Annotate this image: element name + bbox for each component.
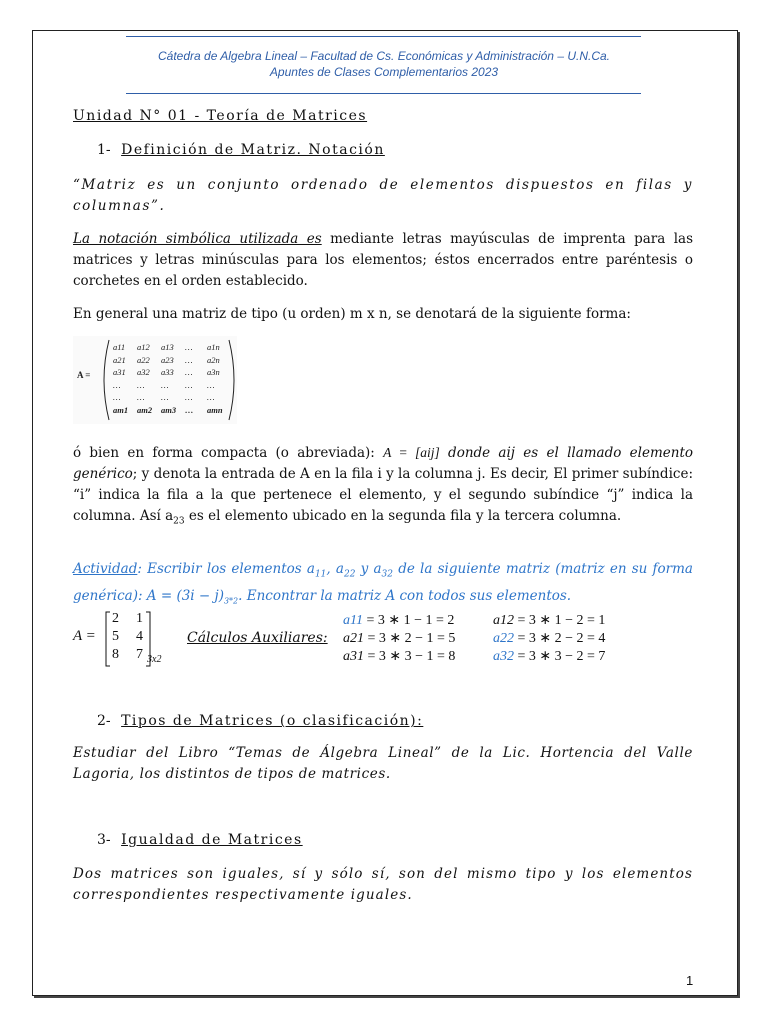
activity-sub-2: 22 [343, 569, 356, 580]
generic-matrix-cell: a3n [207, 367, 220, 377]
result-matrix-cell: 4 [136, 629, 143, 644]
activity-label: Actividad [73, 561, 138, 577]
compact-form-paragraph [73, 442, 693, 533]
matrix-label: A = [77, 370, 91, 380]
calculation-expression: = 3 ∗ 2 − 1 = 5 [364, 631, 456, 646]
notation-paragraph [73, 229, 693, 292]
generic-matrix-cell: a2n [207, 354, 220, 365]
generic-matrix-cell: a21 [113, 354, 126, 365]
generic-matrix-cell: … [161, 392, 169, 402]
generic-matrix-cell: am2 [137, 404, 153, 415]
calculation-a21 [343, 630, 455, 647]
result-matrix-cell: 1 [136, 611, 143, 626]
generic-matrix-cell: … [185, 342, 193, 352]
result-matrix-order: 3x2 [147, 654, 162, 665]
generic-matrix-cell: am3 [161, 404, 177, 415]
generic-matrix-cell: … [185, 392, 193, 402]
calculation-name: a32 [493, 649, 514, 664]
generic-matrix-cell: amn [207, 404, 223, 415]
activity-sub-3: 32 [381, 569, 393, 580]
generic-matrix-cell: a33 [161, 367, 174, 377]
calculation-name: a11 [343, 613, 363, 628]
generic-matrix-cell: a32 [137, 367, 150, 377]
general-form-text: En general una matriz de tipo (u orden) m x n, se denotará de la siguiente forma: [73, 306, 631, 322]
generic-matrix-cell: … [185, 404, 194, 415]
calculation-a31 [343, 648, 455, 665]
result-matrix-cell: 5 [112, 629, 119, 644]
compact-text-2: donde aij es el llamado elemento genérico [73, 445, 693, 482]
result-matrix-cell: 2 [112, 611, 119, 626]
unit-title: Unidad N° 01 - Teoría de Matrices [73, 108, 368, 124]
generic-matrix-cell: … [207, 379, 215, 390]
calculation-expression: = 3 ∗ 2 − 2 = 4 [514, 631, 606, 646]
activity-text-3: y a [355, 561, 382, 577]
calculation-name: a22 [493, 631, 514, 646]
generic-matrix-cell: … [207, 392, 215, 402]
section-3-heading [97, 832, 303, 848]
calculation-name: a31 [343, 649, 364, 664]
section-2-text: Estudiar del Libro “Temas de Álgebra Lineal” de la Lic. Hortencia del Valle Lagoria, los distintos de tipos de matrices. [73, 745, 693, 782]
notation-rest: mediante letras mayúsculas de imprenta para las matrices y letras minúsculas para los elementos; éstos encerrados entre paréntesis o corchetes en el orden establecido. [73, 231, 693, 289]
generic-matrix-cell: a22 [137, 354, 150, 365]
activity-paragraph [73, 559, 693, 611]
generic-matrix-cell: … [185, 354, 193, 365]
generic-matrix-cell: … [137, 392, 145, 402]
calculation-name: a21 [343, 631, 364, 646]
header-bottom-rule [126, 93, 641, 94]
generic-matrix-cell: a23 [161, 354, 174, 365]
result-matrix [104, 610, 152, 668]
section-3-title: Igualdad de Matrices [121, 832, 303, 848]
result-matrix-label: A = [73, 628, 96, 644]
activity-text-2: , a [326, 561, 344, 577]
generic-matrix-cell: … [185, 379, 193, 390]
activity-text-4: de la siguiente matriz (matriz en su forma genérica): A = (3i − j) [73, 561, 693, 604]
generic-matrix-cell: … [161, 379, 169, 390]
section-3-number: 3- [97, 832, 111, 848]
section-1-number: 1- [97, 142, 111, 158]
calculation-expression: = 3 ∗ 1 − 2 = 1 [514, 613, 606, 628]
calculation-expression: = 3 ∗ 1 − 1 = 2 [362, 613, 455, 628]
generic-matrix-cell: a12 [137, 342, 150, 352]
activity-sub-1: 11 [314, 569, 327, 580]
compact-text-1: ó bien en forma compacta (o abreviada): [73, 445, 384, 461]
result-matrix-cell: 7 [136, 647, 143, 662]
header-line-1: Cátedra de Algebra Lineal – Facultad de Cs. Económicas y Administración – U.N.Ca. [158, 49, 610, 63]
generic-matrix-cell: … [113, 392, 121, 402]
generic-matrix-cell: … [185, 367, 193, 377]
auxiliary-calculations-label: Cálculos Auxiliares: [187, 630, 328, 646]
page-number: 1 [686, 973, 694, 988]
calculation-a32 [493, 648, 605, 665]
compact-formula: A = [aij] [383, 445, 440, 460]
compact-text-3: ; y denota la entrada de A en la fila i y la columna j. Es decir, El primer subíndice: “i” indica la fila a la que pertenece el elemento, y el segundo subíndice “j” indica la columna. Así a [73, 466, 693, 524]
generic-matrix-figure [73, 336, 237, 424]
compact-subscript: 23 [173, 516, 185, 527]
calculation-a11 [343, 612, 454, 629]
generic-matrix-cell: a31 [113, 367, 126, 377]
generic-matrix-cell: … [113, 379, 121, 390]
section-2-title: Tipos de Matrices (o clasificación): [121, 713, 424, 729]
activity-order-sub: 3*2 [223, 596, 239, 606]
result-matrix-cell: 8 [112, 647, 119, 662]
calculation-name: a12 [493, 613, 514, 628]
compact-text-4: es el elemento ubicado en la segunda fila y la tercera columna. [184, 508, 622, 524]
header-top-rule [126, 36, 641, 37]
generic-matrix-cell: a13 [161, 342, 174, 352]
calculation-a22 [493, 630, 605, 647]
generic-matrix-cell: a11 [113, 342, 126, 352]
generic-matrix-cell: am1 [113, 404, 129, 415]
generic-matrix-cell: a1n [207, 342, 220, 352]
calculation-a12 [493, 612, 605, 629]
calculation-expression: = 3 ∗ 3 − 1 = 8 [364, 649, 456, 664]
generic-matrix-cell: … [137, 379, 145, 390]
section-2-heading [97, 713, 423, 729]
section-1-heading [97, 142, 385, 158]
section-1-title: Definición de Matriz. Notación [121, 142, 385, 158]
header-line-2: Apuntes de Clases Complementarios 2023 [269, 65, 499, 79]
calculation-expression: = 3 ∗ 3 − 2 = 7 [514, 649, 606, 664]
section-2-number: 2- [97, 713, 111, 729]
matrix-definition: “Matriz es un conjunto ordenado de elementos dispuestos en filas y columnas”. [73, 177, 693, 214]
activity-text-5: . Encontrar la matriz A con todos sus elementos. [238, 587, 572, 604]
activity-text-1: : Escribir los elementos a [137, 561, 315, 577]
section-3-text: Dos matrices son iguales, sí y sólo sí, son del mismo tipo y los elementos correspondientes respectivamente iguales. [73, 866, 693, 903]
notation-lead: La notación simbólica utilizada es [73, 231, 322, 247]
